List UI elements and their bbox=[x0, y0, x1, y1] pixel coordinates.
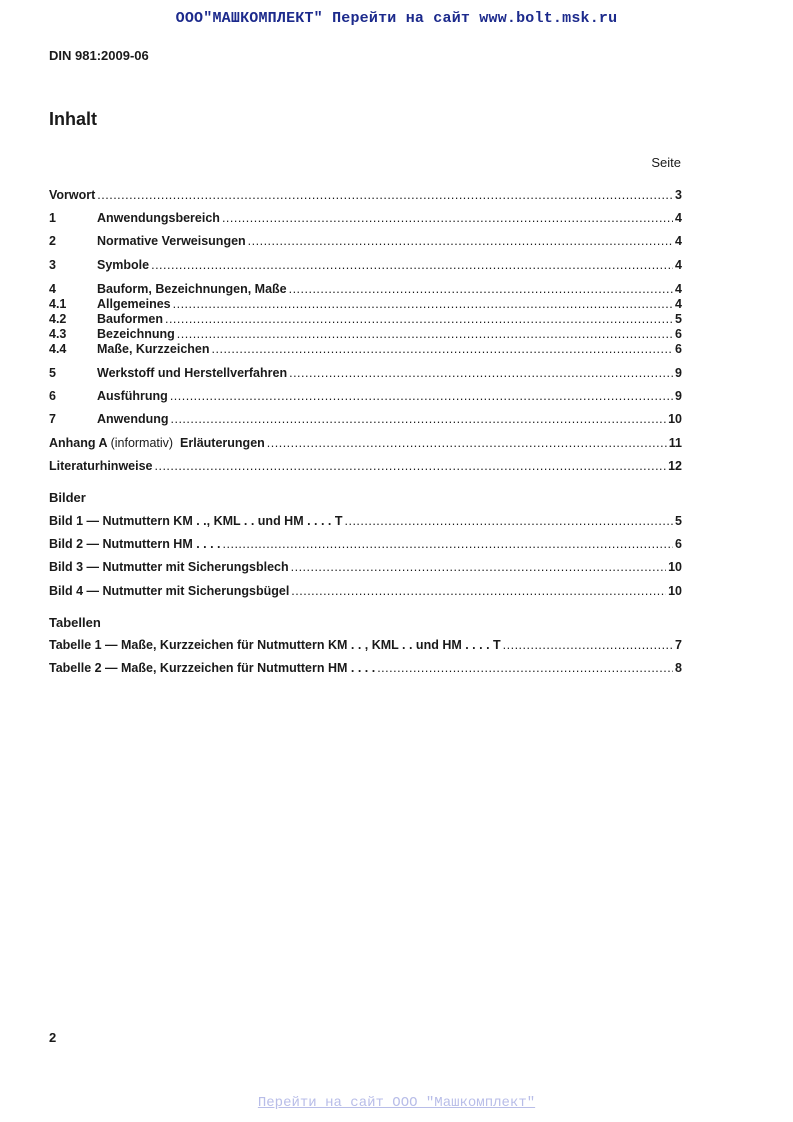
toc-entry-page: 4 bbox=[675, 258, 682, 272]
annex-title: Erläuterungen bbox=[180, 436, 265, 450]
toc-entry-4-3[interactable] bbox=[49, 327, 682, 343]
site-banner-link[interactable]: ООО"МАШКОМПЛЕКТ" Перейти на сайт www.bolt.msk.ru bbox=[175, 10, 618, 27]
toc-entry-page: 4 bbox=[675, 297, 682, 311]
table-entry-2[interactable] bbox=[49, 661, 682, 677]
toc-entry-page: 12 bbox=[668, 459, 682, 473]
toc-entry-number: 4.1 bbox=[49, 297, 67, 311]
toc-leader-dots bbox=[173, 297, 673, 311]
figure-entry-2[interactable] bbox=[49, 537, 682, 553]
toc-entry-page: 5 bbox=[675, 312, 682, 326]
footer-site-link[interactable]: Перейти на сайт ООО "Машкомплект" bbox=[257, 1095, 536, 1111]
toc-leader-dots bbox=[97, 188, 673, 202]
toc-leader-dots bbox=[289, 282, 673, 296]
annex-label: Anhang A bbox=[49, 436, 108, 450]
toc-entry-6[interactable] bbox=[49, 389, 682, 405]
toc-entry-page: 4 bbox=[675, 211, 682, 225]
toc-entry-title: Vorwort bbox=[49, 188, 96, 202]
tables-section-label: Tabellen bbox=[49, 615, 101, 630]
table-entry-1[interactable] bbox=[49, 638, 682, 654]
toc-leader-dots bbox=[267, 436, 667, 450]
toc-entry-5[interactable] bbox=[49, 366, 682, 382]
toc-leader-dots bbox=[155, 459, 667, 473]
figure-entry-page: 10 bbox=[668, 584, 682, 598]
toc-entry-page: 9 bbox=[675, 389, 682, 403]
toc-entry-page: 10 bbox=[668, 412, 682, 426]
toc-entry-page: 6 bbox=[675, 342, 682, 356]
toc-leader-dots bbox=[223, 537, 674, 551]
toc-entry-vorwort[interactable] bbox=[49, 188, 682, 204]
toc-entry-number: 4.2 bbox=[49, 312, 67, 326]
toc-entry-title: Normative Verweisungen bbox=[97, 234, 246, 248]
toc-entry-title: Werkstoff und Herstellverfahren bbox=[97, 366, 288, 380]
toc-entry-number: 2 bbox=[49, 234, 56, 248]
table-entry-page: 7 bbox=[675, 638, 682, 652]
toc-entry-title: Maße, Kurzzeichen bbox=[97, 342, 210, 356]
toc-leader-dots bbox=[177, 327, 673, 341]
toc-entry-title: Bauform, Bezeichnungen, Maße bbox=[97, 282, 287, 296]
toc-leader-dots bbox=[289, 366, 673, 380]
toc-leader-dots bbox=[151, 258, 673, 272]
figure-entry-3[interactable] bbox=[49, 560, 682, 576]
toc-entry-page: 3 bbox=[675, 188, 682, 202]
toc-entry-title: Literaturhinweise bbox=[49, 459, 153, 473]
table-entry-page: 8 bbox=[675, 661, 682, 675]
figure-entry-title: Bild 1 — Nutmuttern KM . ., KML . . und HM . . . . T bbox=[49, 514, 343, 528]
toc-entry-title bbox=[49, 436, 265, 450]
annex-type: (informativ) bbox=[110, 436, 174, 450]
page-column-label: Seite bbox=[651, 155, 681, 170]
toc-entry-number: 5 bbox=[49, 366, 56, 380]
toc-entry-1[interactable] bbox=[49, 211, 682, 227]
toc-entry-title: Allgemeines bbox=[97, 297, 171, 311]
toc-entry-page: 6 bbox=[675, 327, 682, 341]
toc-entry-number: 6 bbox=[49, 389, 56, 403]
toc-entry-anhang-a[interactable] bbox=[49, 436, 682, 452]
toc-entry-page: 4 bbox=[675, 234, 682, 248]
figures-section-label: Bilder bbox=[49, 490, 86, 505]
toc-leader-dots bbox=[222, 211, 673, 225]
toc-entry-4-2[interactable] bbox=[49, 312, 682, 328]
toc-entry-title: Symbole bbox=[97, 258, 150, 272]
toc-leader-dots bbox=[248, 234, 673, 248]
toc-entry-3[interactable] bbox=[49, 258, 682, 274]
toc-leader-dots bbox=[291, 560, 666, 574]
table-entry-title: Tabelle 1 — Maße, Kurzzeichen für Nutmuttern KM . . , KML . . und HM . . . . T bbox=[49, 638, 501, 652]
toc-entry-7[interactable] bbox=[49, 412, 682, 428]
toc-entry-number: 4 bbox=[49, 282, 56, 296]
toc-entry-literatur[interactable] bbox=[49, 459, 682, 475]
toc-entry-4-1[interactable] bbox=[49, 297, 682, 313]
toc-entry-number: 1 bbox=[49, 211, 56, 225]
toc-entry-page: 11 bbox=[668, 436, 682, 450]
figure-entry-title: Bild 2 — Nutmuttern HM . . . . bbox=[49, 537, 221, 551]
page-number: 2 bbox=[49, 1030, 57, 1045]
toc-entry-4[interactable] bbox=[49, 282, 682, 298]
toc-leader-dots bbox=[377, 661, 673, 675]
figure-entry-4[interactable] bbox=[49, 584, 682, 600]
document-id: DIN 981:2009-06 bbox=[49, 48, 149, 63]
toc-entry-title: Anwendung bbox=[97, 412, 169, 426]
toc-entry-number: 4.3 bbox=[49, 327, 67, 341]
toc-entry-number: 7 bbox=[49, 412, 56, 426]
toc-leader-dots bbox=[503, 638, 673, 652]
figure-entry-page: 5 bbox=[675, 514, 682, 528]
figure-entry-page: 6 bbox=[675, 537, 682, 551]
figure-entry-page: 10 bbox=[668, 560, 682, 574]
toc-entry-4-4[interactable] bbox=[49, 342, 682, 358]
toc-entry-title: Bezeichnung bbox=[97, 327, 175, 341]
toc-leader-dots bbox=[165, 312, 673, 326]
figure-entry-title: Bild 3 — Nutmutter mit Sicherungsblech bbox=[49, 560, 289, 574]
figure-entry-title: Bild 4 — Nutmutter mit Sicherungsbügel bbox=[49, 584, 290, 598]
toc-entry-number: 3 bbox=[49, 258, 56, 272]
toc-entry-title: Bauformen bbox=[97, 312, 163, 326]
toc-leader-dots bbox=[212, 342, 674, 356]
toc-entry-title: Ausführung bbox=[97, 389, 168, 403]
toc-entry-page: 9 bbox=[675, 366, 682, 380]
toc-leader-dots bbox=[345, 514, 674, 528]
toc-leader-dots bbox=[291, 584, 666, 598]
toc-entry-number: 4.4 bbox=[49, 342, 67, 356]
toc-leader-dots bbox=[171, 412, 667, 426]
toc-entry-page: 4 bbox=[675, 282, 682, 296]
toc-entry-title: Anwendungsbereich bbox=[97, 211, 220, 225]
page-title: Inhalt bbox=[49, 109, 97, 129]
toc-leader-dots bbox=[170, 389, 673, 403]
toc-entry-2[interactable] bbox=[49, 234, 682, 250]
table-entry-title: Tabelle 2 — Maße, Kurzzeichen für Nutmuttern HM . . . . bbox=[49, 661, 376, 675]
figure-entry-1[interactable] bbox=[49, 514, 682, 530]
